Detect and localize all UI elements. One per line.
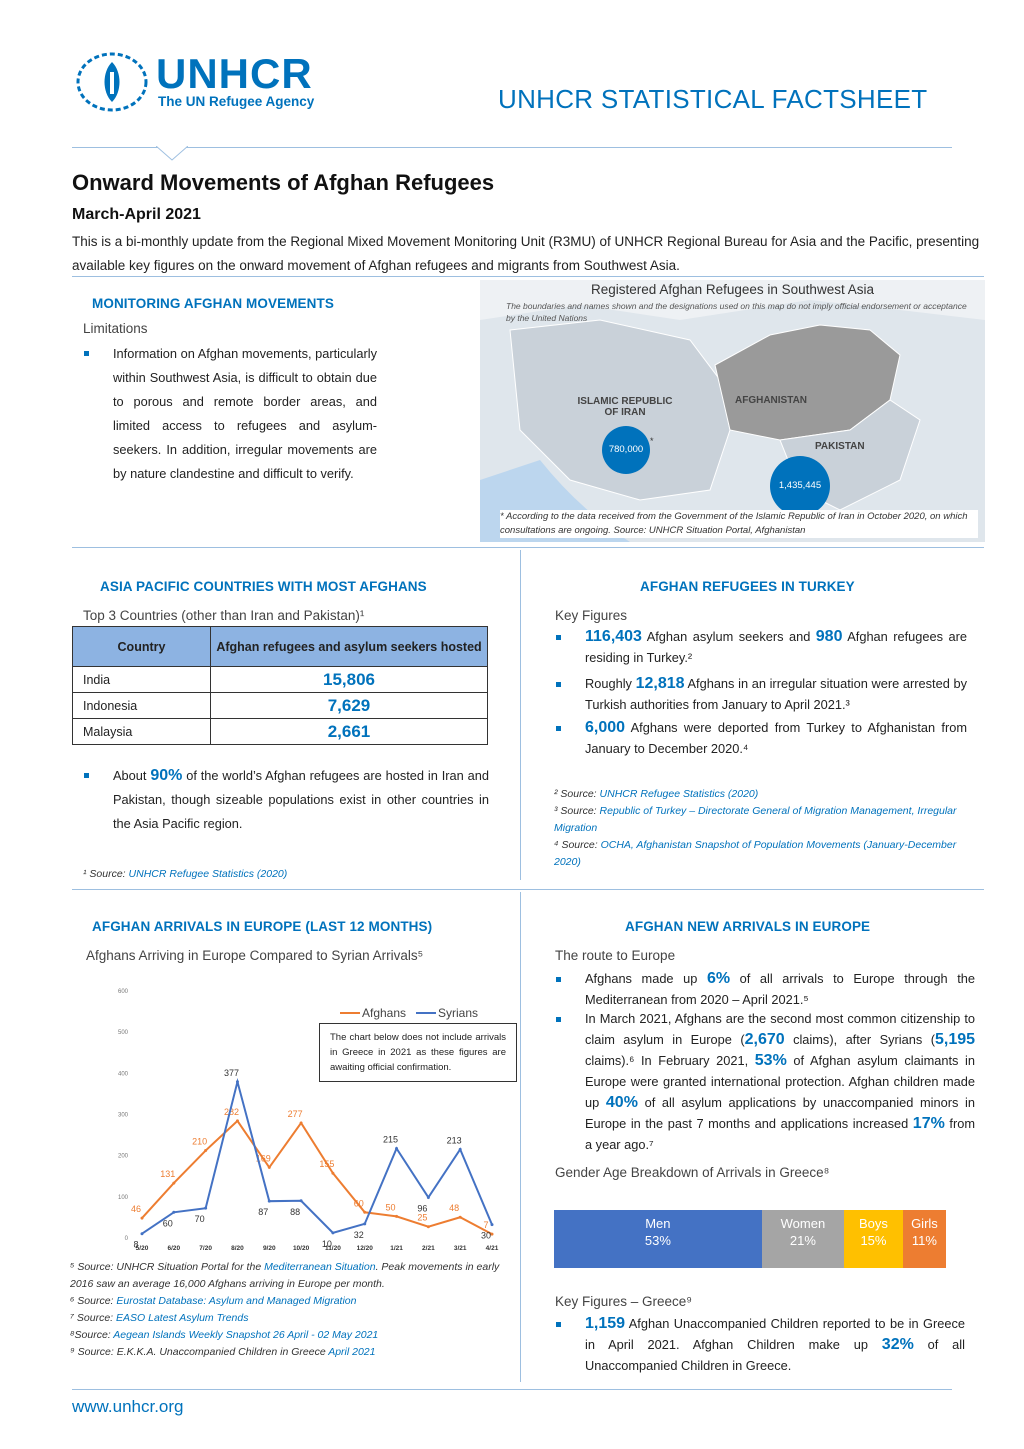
- x-tick-label: 10/20: [292, 1245, 310, 1252]
- data-label: 8: [133, 1239, 139, 1250]
- x-tick-label: 8/20: [231, 1245, 244, 1252]
- map-note: * According to the data received from the Government of the Islamic Republic of Iran in October 2020, on which consultations are ongoing. Source: UNHCR Situation Portal, Afghanistan: [500, 510, 978, 538]
- data-point: [395, 1147, 398, 1150]
- turkey-label: Key Figures: [555, 608, 628, 623]
- monitoring-heading: MONITORING AFGHAN MOVEMENTS: [92, 296, 334, 311]
- newarr-label: The route to Europe: [555, 948, 676, 963]
- logo-tagline: The UN Refugee Agency: [158, 94, 315, 109]
- data-label: 60: [353, 1198, 364, 1209]
- segment-name: Boys: [859, 1216, 888, 1231]
- data-label: 60: [162, 1218, 173, 1229]
- table-row: [73, 693, 488, 719]
- data-label: 48: [449, 1203, 460, 1214]
- data-label: 46: [130, 1204, 142, 1215]
- map-disclaimer: The boundaries and names shown and the designations used on this map do not imply official endorsement or acceptance by the United Nations: [506, 301, 967, 323]
- turkey-footnotes: ² Source: UNHCR Refugee Statistics (2020) ³ Source: Republic of Turkey – Directorate General of Migration Management, Irregular Migration ⁴ Source: OCHA, Afghanistan Snapshot of Population Movements (January-December 2020): [554, 788, 957, 868]
- data-point: [459, 1148, 462, 1151]
- data-point: [204, 1207, 207, 1210]
- country-cell: India: [73, 667, 211, 693]
- arrivals-footnotes: ⁵ Source: UNHCR Situation Portal for the Mediterranean Situation. Peak movements in early 2016 saw an average 16,000 Afghans arriving in Europe per month. ⁶ Source: Eurostat Database: Asylum and Managed Migration ⁷ Source: EASO Latest Asylum Trends ⁸Source: Aegean Islands Weekly Snapshot 26 April - 02 May 2021 ⁹ Source: E.K.K.A. Unaccompanied Children in Greece April 2021: [70, 1261, 500, 1358]
- greece-bullet: 1,159 Afghan Unaccompanied Children reported to be in Greece in April 2021. Afghan Children make up 32% of all Unaccompanied Children in Greece.: [585, 1315, 965, 1373]
- data-point: [300, 1121, 303, 1124]
- asia-big-figure: 90%: [150, 767, 183, 784]
- map-bubble-pakistan: 1,435,445: [770, 456, 830, 516]
- asia-label: Top 3 Countries (other than Iran and Pakistan)¹: [83, 608, 365, 623]
- page-intro: This is a bi-monthly update from the Regional Mixed Movement Monitoring Unit (R3MU) of UNHCR Regional Bureau for Asia and the Pacific, presenting available key figures on the onward movement of Afghan refugees and migrants from Southwest Asia.: [72, 234, 980, 273]
- data-label: 88: [290, 1206, 301, 1217]
- bullet-icon: [556, 1322, 561, 1327]
- fn6-link[interactable]: Eurostat Database: Asylum and Managed Migration: [116, 1295, 357, 1307]
- legend-label: Syrians: [438, 1006, 479, 1020]
- value-cell: 15,806: [211, 667, 488, 693]
- footer-url-link[interactable]: www.unhcr.org: [72, 1397, 184, 1416]
- y-tick-label: 600: [117, 989, 128, 995]
- y-tick-label: 300: [117, 1112, 128, 1119]
- unhcr-logo: [72, 48, 342, 114]
- bullet-icon: [556, 1017, 561, 1022]
- x-tick-label: 1/21: [390, 1245, 403, 1252]
- data-point: [268, 1200, 271, 1203]
- data-point: [141, 1232, 144, 1235]
- gender-segment-women: [762, 1210, 844, 1268]
- value-cell: 7,629: [211, 693, 488, 719]
- country-cell: Malaysia: [73, 719, 211, 745]
- monitoring-bullet: Information on Afghan movements, particularly within Southwest Asia, is difficult to obtain due to porous and remote border areas, and limited access to refugees and asylum-seekers. In addition, irregular movements are by nature clandestine and difficult to verify.: [113, 346, 377, 481]
- gender-label: Gender Age Breakdown of Arrivals in Greece⁸: [555, 1165, 830, 1180]
- asia-col-hosted: Afghan refugees and asylum seekers hosted: [211, 627, 488, 667]
- data-label: 277: [287, 1108, 303, 1119]
- map-bubble-iran: 780,000: [602, 426, 650, 474]
- bullet-icon: [556, 977, 561, 982]
- fn7-link[interactable]: EASO Latest Asylum Trends: [116, 1312, 249, 1324]
- bullet-icon: [556, 726, 561, 731]
- asia-bullet: About 90% of the world’s Afghan refugees are hosted in Iran and Pakistan, though sizeable populations exist in other countries in the Asia Pacific region.: [113, 767, 489, 831]
- segment-pct: 21%: [789, 1233, 816, 1248]
- gender-segment-girls: [903, 1210, 946, 1268]
- data-point: [459, 1216, 462, 1219]
- segment-pct: 53%: [644, 1233, 671, 1248]
- legend-label: Afghans: [362, 1006, 407, 1020]
- series-line-syrians: [142, 1082, 492, 1234]
- data-point: [172, 1182, 175, 1185]
- data-label: 155: [319, 1159, 335, 1170]
- map-label-afghanistan: AFGHANISTAN: [735, 395, 808, 406]
- asia-footnote-link[interactable]: UNHCR Refugee Statistics (2020): [128, 868, 288, 880]
- table-row: [73, 667, 488, 693]
- asia-table: [72, 626, 488, 745]
- turkey-fn3-link[interactable]: Republic of Turkey – Directorate General of Migration Management, Irregular Migration: [554, 805, 957, 834]
- data-label: 282: [223, 1106, 239, 1117]
- map-bubble-iran-mark: *: [650, 436, 654, 446]
- newarr-heading: AFGHAN NEW ARRIVALS IN EUROPE: [625, 919, 871, 934]
- data-point: [236, 1080, 239, 1083]
- data-point: [363, 1211, 366, 1214]
- x-tick-label: 4/21: [485, 1245, 499, 1252]
- y-tick-label: 200: [117, 1153, 128, 1160]
- section-divider-1: [72, 547, 984, 548]
- arrivals-line-chart: [72, 975, 522, 1260]
- data-label: 7: [483, 1220, 489, 1231]
- data-point: [141, 1217, 144, 1220]
- bullet-icon: [84, 773, 89, 778]
- data-point: [491, 1223, 494, 1226]
- data-label: 213: [446, 1135, 462, 1146]
- y-tick-label: 400: [117, 1071, 128, 1078]
- data-point: [268, 1166, 271, 1169]
- header-notch: [156, 146, 188, 162]
- map-label-iran: ISLAMIC REPUBLIC OF IRAN: [577, 396, 673, 418]
- segment-name: Girls: [911, 1216, 938, 1231]
- value-cell: 2,661: [211, 719, 488, 745]
- segment-name: Women: [780, 1216, 826, 1231]
- intro-divider: [72, 276, 984, 277]
- turkey-heading: AFGHAN REFUGEES IN TURKEY: [640, 579, 855, 594]
- x-tick-label: 12/20: [356, 1245, 373, 1252]
- segment-pct: 15%: [860, 1233, 887, 1248]
- segment-pct: 11%: [911, 1233, 937, 1248]
- y-tick-label: 100: [117, 1194, 128, 1201]
- data-point: [363, 1222, 366, 1225]
- arrivals-label: Afghans Arriving in Europe Compared to Syrian Arrivals⁵: [86, 948, 424, 963]
- turkey-fn4-link[interactable]: OCHA, Afghanistan Snapshot of Population Movements (January-December 2020): [554, 839, 957, 868]
- data-point: [236, 1119, 239, 1122]
- data-label: 25: [417, 1212, 428, 1223]
- fn9-link[interactable]: April 2021: [328, 1346, 376, 1358]
- y-tick-label: 0: [124, 1236, 128, 1242]
- gender-segment-boys: [844, 1210, 903, 1268]
- data-point: [427, 1225, 430, 1228]
- chart-note: The chart below does not include arrivals in Greece in 2021 as these figures are awaiting official confirmation.: [319, 1023, 517, 1082]
- turkey-fn2-link[interactable]: UNHCR Refugee Statistics (2020): [599, 788, 759, 800]
- fn5-link[interactable]: Mediterranean Situation: [264, 1261, 376, 1273]
- data-label: 30: [480, 1230, 492, 1241]
- data-label: 377: [223, 1067, 239, 1078]
- country-cell: Indonesia: [73, 693, 211, 719]
- refugee-map: [480, 280, 985, 542]
- map-label-pakistan: PAKISTAN: [815, 441, 865, 452]
- data-point: [331, 1231, 334, 1234]
- data-point: [427, 1196, 430, 1199]
- map-title: Registered Afghan Refugees in Southwest Asia: [591, 282, 874, 297]
- turkey-bullet-1: 116,403 Afghan asylum seekers and 980 Afghan refugees are residing in Turkey.²: [585, 628, 967, 665]
- y-tick-label: 500: [117, 1030, 128, 1037]
- laurel-icon: [72, 48, 152, 114]
- data-label: 70: [194, 1214, 205, 1225]
- data-label: 10: [321, 1238, 332, 1249]
- bullet-icon: [556, 635, 561, 640]
- newarr-bullet-2: In March 2021, Afghans are the second most common citizenship to claim asylum in Europe (2,670 claims), after Syrians (5,195 claims).⁶ In February 2021, 53% of Afghan asylum claimants in Europe were granted international protection. Afghan children made up 40% of all asylum applications by unaccompanied minors in Europe in the past 7 months and applications increased 17% from a year ago.⁷: [585, 1011, 976, 1152]
- asia-heading: ASIA PACIFIC COUNTRIES WITH MOST AFGHANS: [100, 579, 427, 594]
- gender-segment-men: [554, 1210, 762, 1268]
- asia-col-country: Country: [73, 627, 211, 667]
- arrivals-heading: AFGHAN ARRIVALS IN EUROPE (LAST 12 MONTHS): [92, 919, 433, 934]
- monitoring-label: Limitations: [83, 321, 148, 336]
- data-label: 32: [353, 1229, 364, 1240]
- x-tick-label: 2/21: [422, 1245, 435, 1252]
- x-tick-label: 9/20: [262, 1245, 276, 1252]
- bullet-icon: [556, 682, 561, 687]
- data-label: 131: [160, 1169, 176, 1180]
- data-label: 87: [258, 1207, 269, 1218]
- x-tick-label: 7/20: [199, 1245, 212, 1252]
- section-divider-2: [72, 889, 984, 890]
- asia-footnote: ¹ Source: UNHCR Refugee Statistics (2020): [83, 868, 288, 880]
- column-divider-1: [520, 550, 521, 880]
- logo-wordmark: UNHCR: [156, 50, 313, 97]
- factsheet-title: UNHCR STATISTICAL FACTSHEET: [498, 84, 928, 114]
- x-tick-label: 6/20: [167, 1245, 181, 1252]
- data-label: 215: [383, 1134, 399, 1145]
- x-tick-label: 5/20: [135, 1245, 149, 1252]
- greece-label: Key Figures – Greece⁹: [555, 1294, 693, 1309]
- newarr-bullet-1: Afghans made up 6% of all arrivals to Europe through the Mediterranean from 2020 – April 2021.⁵: [585, 970, 975, 1007]
- data-label: 50: [385, 1202, 396, 1213]
- turkey-bullet-2: Roughly 12,818 Afghans in an irregular situation were arrested by Turkish authorities from January to April 2021.³: [585, 675, 967, 712]
- table-row: [73, 719, 488, 745]
- page-title: Onward Movements of Afghan Refugees: [72, 170, 495, 195]
- data-point: [300, 1199, 303, 1202]
- bullet-icon: [84, 351, 89, 356]
- data-point: [395, 1215, 398, 1218]
- x-tick-label: 3/21: [453, 1245, 467, 1252]
- data-label: 96: [417, 1203, 428, 1214]
- segment-name: Men: [645, 1216, 671, 1231]
- footer-divider: [72, 1389, 952, 1390]
- turkey-bullet-3: 6,000 Afghans were deported from Turkey to Afghanistan from January to December 2020.⁴: [585, 719, 967, 756]
- data-point: [331, 1172, 334, 1175]
- data-label: 210: [192, 1136, 208, 1147]
- data-point: [204, 1149, 207, 1152]
- data-point: [172, 1211, 175, 1214]
- header-divider: [72, 147, 952, 148]
- fn8-link[interactable]: Aegean Islands Weekly Snapshot 26 April - 02 May 2021: [113, 1329, 379, 1341]
- data-label: 169: [255, 1153, 271, 1164]
- x-tick-label: 11/20: [324, 1245, 341, 1252]
- page-period: March-April 2021: [72, 206, 201, 223]
